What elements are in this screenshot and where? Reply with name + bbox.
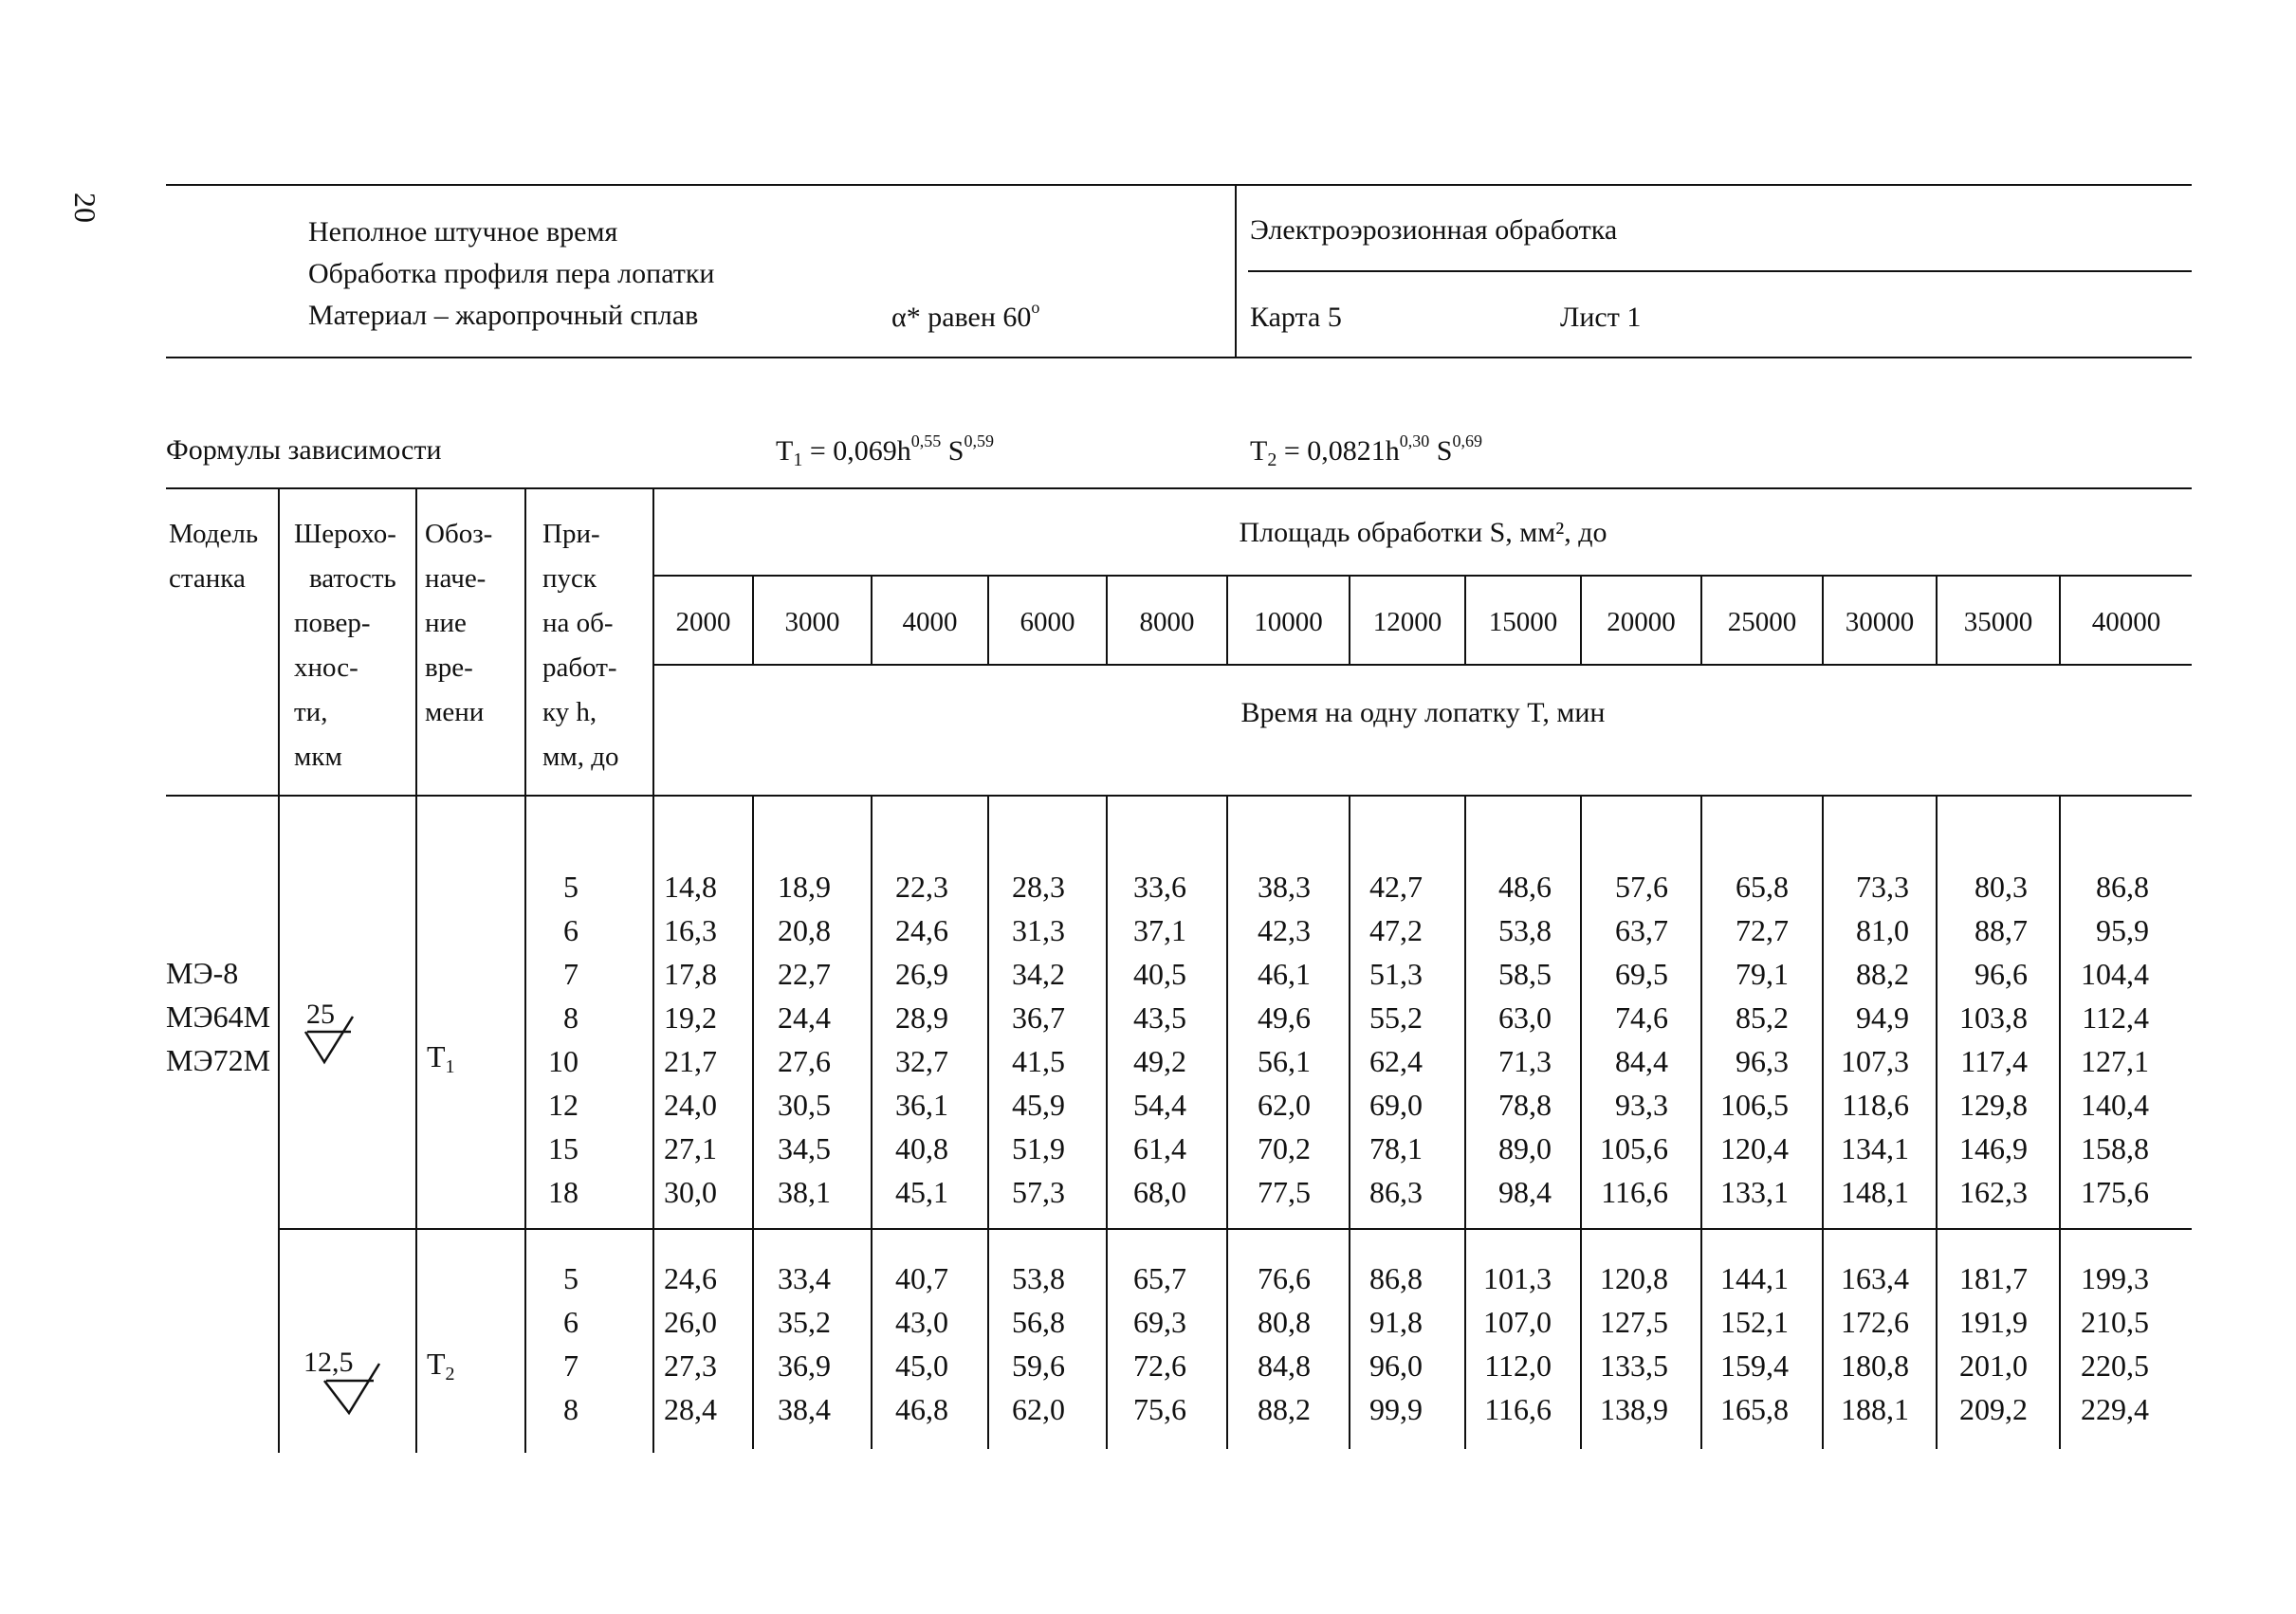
group1-column-12000 xyxy=(1318,865,1423,1214)
time-value: 33,4 xyxy=(778,1261,831,1295)
time-value: 21,7 xyxy=(664,1044,717,1078)
time-value: 53,8 xyxy=(1498,913,1552,947)
time-value: 77,5 xyxy=(1258,1175,1311,1209)
group2-column-35000 xyxy=(1923,1256,2028,1431)
time-value: 78,8 xyxy=(1498,1088,1552,1122)
time-header: Время на одну лопатку T, мин xyxy=(1240,697,1606,728)
model-me8: МЭ-8 xyxy=(166,956,239,990)
time-value: 43,0 xyxy=(895,1305,948,1339)
time-value: 38,3 xyxy=(1258,870,1311,904)
time-value: 101,3 xyxy=(1483,1261,1552,1295)
time-value: 22,7 xyxy=(778,957,831,991)
area-label-3000: 3000 xyxy=(784,607,840,637)
time-value: 96,6 xyxy=(1975,957,2028,991)
time-value: 129,8 xyxy=(1959,1088,2028,1122)
time-value: 36,1 xyxy=(895,1088,948,1122)
header-line-3: Материал – жаропрочный сплав xyxy=(308,300,699,331)
time-value: 45,1 xyxy=(895,1175,948,1209)
time-value: 27,1 xyxy=(664,1131,717,1165)
time-value: 63,7 xyxy=(1615,913,1668,947)
time-value: 69,3 xyxy=(1133,1305,1186,1339)
area-label-2000: 2000 xyxy=(675,607,731,637)
group2-column-3000 xyxy=(726,1256,831,1431)
group2-column-2000 xyxy=(613,1256,717,1431)
time-value: 229,4 xyxy=(2081,1392,2149,1426)
time-value: 42,7 xyxy=(1369,870,1423,904)
time-value: 188,1 xyxy=(1841,1392,1909,1426)
time-value: 79,1 xyxy=(1736,957,1789,991)
time-value: 78,1 xyxy=(1369,1131,1423,1165)
time-value: 112,0 xyxy=(1484,1348,1552,1383)
allowance-value: 6 xyxy=(563,1305,579,1339)
group2-column-4000 xyxy=(844,1256,948,1431)
time-value: 54,4 xyxy=(1133,1088,1186,1122)
card-number: Карта 5 xyxy=(1250,302,1342,333)
group1-column-6000 xyxy=(961,865,1065,1214)
time-value: 41,5 xyxy=(1012,1044,1065,1078)
time-value: 69,0 xyxy=(1369,1088,1423,1122)
time-value: 99,9 xyxy=(1369,1392,1423,1426)
allowance-value: 8 xyxy=(563,1000,579,1035)
angle-text: α* равен 60 xyxy=(891,302,1032,333)
time-value: 38,4 xyxy=(778,1392,831,1426)
time-value: 107,0 xyxy=(1483,1305,1552,1339)
group1-column-4000 xyxy=(844,865,948,1214)
designation-t2: $T_2$ xyxy=(427,1347,455,1385)
time-value: 84,4 xyxy=(1615,1044,1668,1078)
time-value: 58,5 xyxy=(1498,957,1552,991)
time-value: 73,3 xyxy=(1856,870,1909,904)
time-value: 51,3 xyxy=(1369,957,1423,991)
angle-note xyxy=(891,298,1039,334)
time-value: 30,5 xyxy=(778,1088,831,1122)
time-value: 80,3 xyxy=(1975,870,2028,904)
time-value: 138,9 xyxy=(1600,1392,1668,1426)
roughness-symbol-1 xyxy=(302,1015,357,1072)
time-value: 104,4 xyxy=(2081,957,2149,991)
time-value: 53,8 xyxy=(1012,1261,1065,1295)
time-value: 34,2 xyxy=(1012,957,1065,991)
time-value: 30,0 xyxy=(664,1175,717,1209)
time-value: 75,6 xyxy=(1133,1392,1186,1426)
allowance-value: 10 xyxy=(548,1044,579,1078)
group2-column-12000 xyxy=(1318,1256,1423,1431)
time-value: 120,4 xyxy=(1720,1131,1789,1165)
process-title: Электроэрозионная обработка xyxy=(1250,214,1618,246)
header-line-1: Неполное штучное время xyxy=(308,216,618,248)
area-label-4000: 4000 xyxy=(902,607,958,637)
group2-column-30000 xyxy=(1805,1256,1909,1431)
time-value: 62,0 xyxy=(1012,1392,1065,1426)
time-value: 24,4 xyxy=(778,1000,831,1035)
time-value: 17,8 xyxy=(664,957,717,991)
time-value: 70,2 xyxy=(1258,1131,1311,1165)
time-value: 45,0 xyxy=(895,1348,948,1383)
allowance-value: 6 xyxy=(563,913,579,947)
group2-column-6000 xyxy=(961,1256,1065,1431)
time-value: 62,0 xyxy=(1258,1088,1311,1122)
machine-models xyxy=(166,951,270,1082)
time-value: 163,4 xyxy=(1841,1261,1909,1295)
area-label-15000: 15000 xyxy=(1488,607,1558,637)
time-value: 86,8 xyxy=(1369,1261,1423,1295)
time-value: 165,8 xyxy=(1720,1392,1789,1426)
allowance-value: 8 xyxy=(563,1392,579,1426)
time-value: 71,3 xyxy=(1498,1044,1552,1078)
time-value: 14,8 xyxy=(664,870,717,904)
time-value: 56,8 xyxy=(1012,1305,1065,1339)
header-roughness: Шерохо- ватость повер- хнос- ти, мкм xyxy=(294,519,396,772)
group1-column-15000 xyxy=(1447,865,1552,1214)
time-value: 22,3 xyxy=(895,870,948,904)
time-value: 72,6 xyxy=(1133,1348,1186,1383)
group2-column-25000 xyxy=(1684,1256,1789,1431)
time-value: 26,0 xyxy=(664,1305,717,1339)
time-value: 47,2 xyxy=(1369,913,1423,947)
time-value: 32,7 xyxy=(895,1044,948,1078)
time-value: 69,5 xyxy=(1615,957,1668,991)
time-value: 144,1 xyxy=(1720,1261,1789,1295)
time-value: 28,9 xyxy=(895,1000,948,1035)
group1-column-40000 xyxy=(2045,865,2149,1214)
time-value: 37,1 xyxy=(1133,913,1186,947)
time-value: 133,1 xyxy=(1720,1175,1789,1209)
time-value: 18,9 xyxy=(778,870,831,904)
allowance-value: 12 xyxy=(548,1088,579,1122)
group1-column-8000 xyxy=(1082,865,1186,1214)
time-value: 91,8 xyxy=(1369,1305,1423,1339)
time-value: 65,8 xyxy=(1736,870,1789,904)
time-value: 88,7 xyxy=(1975,913,2028,947)
time-value: 33,6 xyxy=(1133,870,1186,904)
group2-column-40000 xyxy=(2045,1256,2149,1431)
time-value: 27,3 xyxy=(664,1348,717,1383)
group1-column-20000 xyxy=(1564,865,1668,1214)
time-value: 105,6 xyxy=(1600,1131,1668,1165)
time-value: 84,8 xyxy=(1258,1348,1311,1383)
time-value: 106,5 xyxy=(1720,1088,1789,1122)
area-label-8000: 8000 xyxy=(1139,607,1195,637)
time-value: 152,1 xyxy=(1720,1305,1789,1339)
model-me72m: МЭ72М xyxy=(166,1043,271,1077)
designation-t1: $T_1$ xyxy=(427,1039,455,1077)
allowance-value: 5 xyxy=(563,1261,579,1295)
time-value: 24,6 xyxy=(895,913,948,947)
allowance-value: 18 xyxy=(548,1175,579,1209)
time-value: 36,7 xyxy=(1012,1000,1065,1035)
time-value: 96,3 xyxy=(1736,1044,1789,1078)
time-value: 98,4 xyxy=(1498,1175,1552,1209)
formula-t1: $T_1 = 0,069h^{0,55}$ S$^{0,59}$ xyxy=(776,431,994,470)
time-value: 158,8 xyxy=(2081,1131,2149,1165)
allowance-value: 5 xyxy=(563,870,579,904)
time-value: 107,3 xyxy=(1841,1044,1909,1078)
time-value: 45,9 xyxy=(1012,1088,1065,1122)
time-value: 140,4 xyxy=(2081,1088,2149,1122)
allowance-value: 7 xyxy=(563,1348,579,1383)
group2-column-10000 xyxy=(1206,1256,1311,1431)
time-value: 40,7 xyxy=(895,1261,948,1295)
time-value: 56,1 xyxy=(1258,1044,1311,1078)
area-label-10000: 10000 xyxy=(1254,607,1323,637)
time-value: 148,1 xyxy=(1841,1175,1909,1209)
time-value: 93,3 xyxy=(1615,1088,1668,1122)
formula-t2: $T_2 = 0,0821h^{0,30}$ S$^{0,69}$ xyxy=(1250,431,1482,470)
model-me64m: МЭ64М xyxy=(166,1000,271,1034)
time-value: 42,3 xyxy=(1258,913,1311,947)
time-value: 46,1 xyxy=(1258,957,1311,991)
time-value: 76,6 xyxy=(1258,1261,1311,1295)
group2-column-15000 xyxy=(1447,1256,1552,1431)
time-value: 191,9 xyxy=(1959,1305,2028,1339)
sheet-number: Лист 1 xyxy=(1560,302,1642,333)
allowance-column-group1 xyxy=(531,865,579,1214)
time-value: 26,9 xyxy=(895,957,948,991)
group1-column-30000 xyxy=(1805,865,1909,1214)
header-model: Модель станка xyxy=(169,519,259,594)
time-value: 16,3 xyxy=(664,913,717,947)
time-value: 89,0 xyxy=(1498,1131,1552,1165)
time-value: 116,6 xyxy=(1484,1392,1552,1426)
time-value: 62,4 xyxy=(1369,1044,1423,1078)
time-value: 118,6 xyxy=(1842,1088,1909,1122)
allowance-column-group2 xyxy=(531,1256,579,1431)
time-value: 55,2 xyxy=(1369,1000,1423,1035)
area-label-25000: 25000 xyxy=(1727,607,1797,637)
angle-degree: o xyxy=(1031,298,1040,317)
time-value: 96,0 xyxy=(1369,1348,1423,1383)
time-value: 40,8 xyxy=(895,1131,948,1165)
roughness-symbol-2 xyxy=(321,1362,383,1421)
time-value: 95,9 xyxy=(2096,913,2149,947)
time-value: 103,8 xyxy=(1959,1000,2028,1035)
area-label-30000: 30000 xyxy=(1845,607,1915,637)
time-value: 19,2 xyxy=(664,1000,717,1035)
time-value: 172,6 xyxy=(1841,1305,1909,1339)
time-value: 49,2 xyxy=(1133,1044,1186,1078)
time-value: 86,8 xyxy=(2096,870,2149,904)
time-value: 63,0 xyxy=(1498,1000,1552,1035)
time-value: 159,4 xyxy=(1720,1348,1789,1383)
area-label-35000: 35000 xyxy=(1963,607,2033,637)
allowance-value: 7 xyxy=(563,957,579,991)
time-value: 59,6 xyxy=(1012,1348,1065,1383)
time-value: 49,6 xyxy=(1258,1000,1311,1035)
page-number: 20 xyxy=(68,193,102,223)
group1-column-10000 xyxy=(1206,865,1311,1214)
time-value: 209,2 xyxy=(1959,1392,2028,1426)
time-value: 48,6 xyxy=(1498,870,1552,904)
time-value: 81,0 xyxy=(1856,913,1909,947)
time-value: 116,6 xyxy=(1601,1175,1668,1209)
header-designation: Обоз- наче- ние вре- мени xyxy=(425,519,493,727)
group2-column-8000 xyxy=(1082,1256,1186,1431)
time-value: 80,8 xyxy=(1258,1305,1311,1339)
time-value: 162,3 xyxy=(1959,1175,2028,1209)
time-value: 86,3 xyxy=(1369,1175,1423,1209)
time-value: 72,7 xyxy=(1736,913,1789,947)
time-value: 133,5 xyxy=(1600,1348,1668,1383)
time-value: 74,6 xyxy=(1615,1000,1668,1035)
formulas-label: Формулы зависимости xyxy=(166,434,442,466)
time-value: 85,2 xyxy=(1736,1000,1789,1035)
time-value: 34,5 xyxy=(778,1131,831,1165)
time-value: 28,4 xyxy=(664,1392,717,1426)
time-value: 201,0 xyxy=(1959,1348,2028,1383)
time-value: 46,8 xyxy=(895,1392,948,1426)
time-value: 120,8 xyxy=(1600,1261,1668,1295)
time-value: 88,2 xyxy=(1856,957,1909,991)
time-value: 27,6 xyxy=(778,1044,831,1078)
time-value: 127,1 xyxy=(2081,1044,2149,1078)
time-value: 175,6 xyxy=(2081,1175,2149,1209)
group1-column-25000 xyxy=(1684,865,1789,1214)
header-allowance: При- пуск на об- работ- ку h, мм, до xyxy=(542,519,619,772)
header-line-2: Обработка профиля пера лопатки xyxy=(308,258,715,289)
time-value: 146,9 xyxy=(1959,1131,2028,1165)
time-value: 57,6 xyxy=(1615,870,1668,904)
time-value: 112,4 xyxy=(2082,1000,2149,1035)
time-value: 36,9 xyxy=(778,1348,831,1383)
time-value: 134,1 xyxy=(1841,1131,1909,1165)
time-value: 24,0 xyxy=(664,1088,717,1122)
time-value: 94,9 xyxy=(1856,1000,1909,1035)
allowance-value: 15 xyxy=(548,1131,579,1165)
area-header: Площадь обработки S, мм², до xyxy=(1239,517,1607,548)
area-label-20000: 20000 xyxy=(1607,607,1676,637)
time-value: 88,2 xyxy=(1258,1392,1311,1426)
area-label-12000: 12000 xyxy=(1372,607,1442,637)
time-value: 199,3 xyxy=(2081,1261,2149,1295)
time-value: 68,0 xyxy=(1133,1175,1186,1209)
time-value: 181,7 xyxy=(1959,1261,2028,1295)
time-value: 127,5 xyxy=(1600,1305,1668,1339)
time-value: 24,6 xyxy=(664,1261,717,1295)
time-value: 220,5 xyxy=(2081,1348,2149,1383)
group2-column-20000 xyxy=(1564,1256,1668,1431)
time-value: 20,8 xyxy=(778,913,831,947)
roughness-25: 25 xyxy=(306,999,335,1030)
time-value: 210,5 xyxy=(2081,1305,2149,1339)
time-value: 40,5 xyxy=(1133,957,1186,991)
time-value: 43,5 xyxy=(1133,1000,1186,1035)
area-label-6000: 6000 xyxy=(1019,607,1075,637)
group1-column-35000 xyxy=(1923,865,2028,1214)
time-value: 51,9 xyxy=(1012,1131,1065,1165)
time-value: 35,2 xyxy=(778,1305,831,1339)
time-value: 57,3 xyxy=(1012,1175,1065,1209)
area-label-40000: 40000 xyxy=(2091,607,2161,637)
time-value: 61,4 xyxy=(1133,1131,1186,1165)
roughness-12-5: 12,5 xyxy=(303,1347,354,1378)
group1-column-3000 xyxy=(726,865,831,1214)
time-value: 31,3 xyxy=(1012,913,1065,947)
time-value: 38,1 xyxy=(778,1175,831,1209)
time-value: 180,8 xyxy=(1841,1348,1909,1383)
time-value: 65,7 xyxy=(1133,1261,1186,1295)
time-value: 28,3 xyxy=(1012,870,1065,904)
group1-column-2000 xyxy=(613,865,717,1214)
time-value: 117,4 xyxy=(1960,1044,2028,1078)
